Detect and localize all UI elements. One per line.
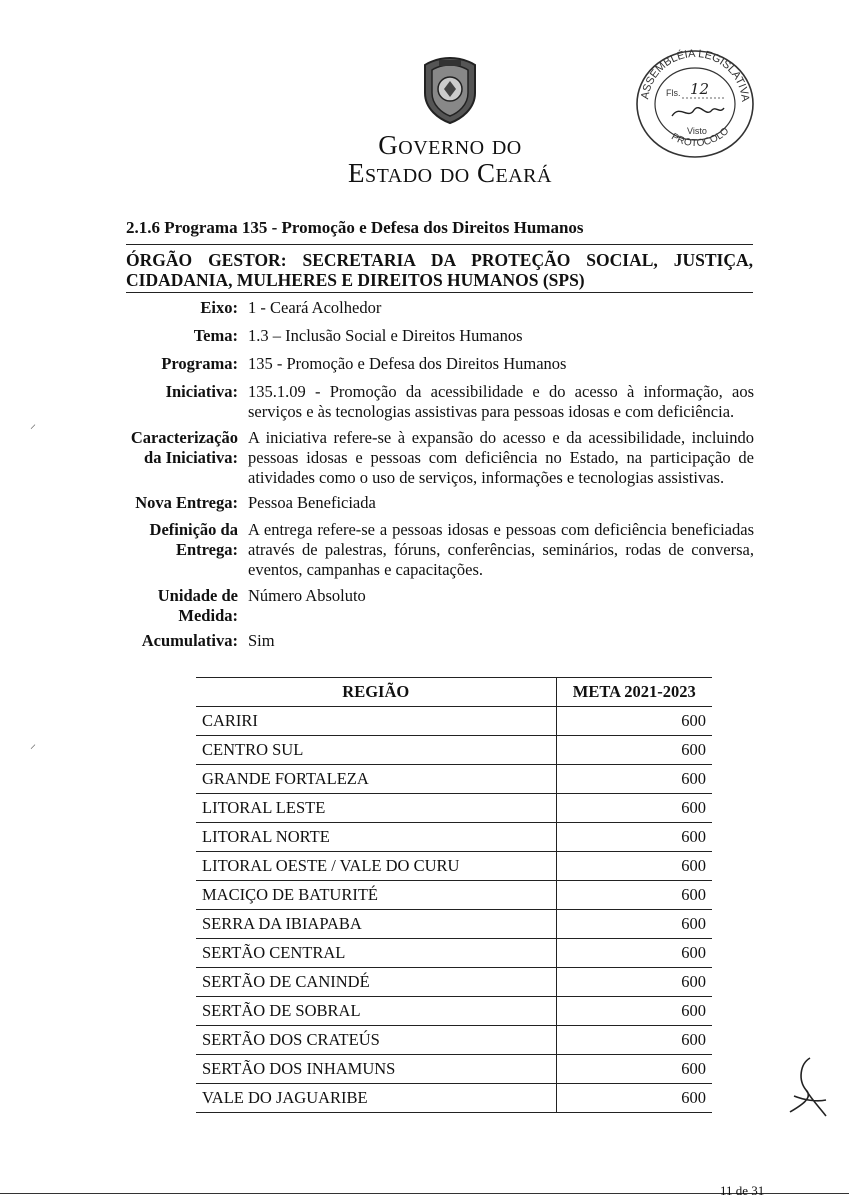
divider [126, 244, 753, 245]
column-header-region: REGIÃO [196, 678, 556, 707]
goal-cell: 600 [556, 736, 712, 765]
goal-cell: 600 [556, 968, 712, 997]
region-goals-table [196, 677, 712, 1113]
scan-mark: ⸍ [30, 742, 37, 756]
table-row [196, 881, 712, 910]
field-label: Caracterização da Iniciativa: [130, 428, 238, 467]
column-header-goal: META 2021-2023 [556, 678, 712, 707]
table-row [196, 823, 712, 852]
table-row [196, 765, 712, 794]
field-label: Unidade de Medida: [157, 586, 238, 625]
government-title-line1: GOVERNO DO [378, 130, 522, 160]
region-cell: SERTÃO DE CANINDÉ [196, 968, 556, 997]
signature-icon [770, 1050, 840, 1130]
field-label: Definição da Entrega: [149, 520, 238, 559]
table-row [196, 1084, 712, 1113]
field-value: A entrega refere-se a pessoas idosas e pessoas com deficiência beneficiadas através de palestras, fóruns, conferências, seminários, rodas de conversa, eventos, campanhas e capacitações. [248, 520, 754, 579]
table-row [196, 997, 712, 1026]
goal-cell: 600 [556, 997, 712, 1026]
goal-cell: 600 [556, 852, 712, 881]
stamp-ring-text: ASSEMBLÉIA LEGISLATIVA [639, 47, 751, 102]
divider [126, 292, 753, 293]
region-cell: VALE DO JAGUARIBE [196, 1084, 556, 1113]
table-row [196, 707, 712, 736]
field-label: Eixo: [200, 298, 238, 317]
region-cell: SERTÃO CENTRAL [196, 939, 556, 968]
field-value: 1 - Ceará Acolhedor [248, 298, 382, 317]
field-value: 135 - Promoção e Defesa dos Direitos Humanos [248, 354, 567, 373]
program-title: 2.1.6 Programa 135 - Promoção e Defesa dos Direitos Humanos [126, 218, 584, 237]
field-label: Tema: [193, 326, 238, 345]
table-row [196, 968, 712, 997]
region-cell: LITORAL LESTE [196, 794, 556, 823]
table-row [196, 1026, 712, 1055]
state-crest-icon [415, 55, 485, 125]
field-label: Programa: [161, 354, 238, 373]
goal-cell: 600 [556, 1026, 712, 1055]
stamp-visto-label: Visto [687, 126, 707, 136]
region-cell: SERRA DA IBIAPABA [196, 910, 556, 939]
table-row [196, 939, 712, 968]
region-cell: GRANDE FORTALEZA [196, 765, 556, 794]
table-row [196, 852, 712, 881]
field-value: 1.3 – Inclusão Social e Direitos Humanos [248, 326, 523, 345]
goal-cell: 600 [556, 881, 712, 910]
region-cell: SERTÃO DE SOBRAL [196, 997, 556, 1026]
table-header-row [196, 678, 712, 707]
region-cell: SERTÃO DOS INHAMUNS [196, 1055, 556, 1084]
stamp-signature-icon [672, 108, 724, 116]
table-row [196, 1055, 712, 1084]
stamp-fls-value: 12 [690, 80, 710, 98]
field-value: A iniciativa refere-se à expansão do acesso e da acessibilidade, incluindo pessoas idosas e pessoas com deficiência no Estado, na participação de atividades como o uso de serviços, informações e tecnologias assistivas. [248, 428, 754, 487]
goal-cell: 600 [556, 765, 712, 794]
table-row [196, 910, 712, 939]
field-value: Pessoa Beneficiada [248, 493, 376, 512]
table-row [196, 794, 712, 823]
region-cell: MACIÇO DE BATURITÉ [196, 881, 556, 910]
protocol-stamp [632, 44, 758, 160]
scan-mark: ⸍ [30, 422, 37, 436]
field-value: Sim [248, 631, 275, 650]
field-label: Acumulativa: [141, 631, 238, 650]
field-value: 135.1.09 - Promoção da acessibilidade e do acesso à informação, aos serviços e às tecnologias assistivas para pessoas idosas e com deficiência. [248, 382, 754, 421]
goal-cell: 600 [556, 1055, 712, 1084]
stamp-fls-label: Fls. [666, 88, 681, 98]
goal-cell: 600 [556, 939, 712, 968]
government-title-line2: ESTADO DO CEARÁ [348, 158, 552, 188]
goal-cell: 600 [556, 794, 712, 823]
region-cell: SERTÃO DOS CRATEÚS [196, 1026, 556, 1055]
stamp-bottom-text: PROTOCOLO [669, 125, 732, 150]
goal-cell: 600 [556, 707, 712, 736]
page-number: 11 de 31 [720, 1183, 765, 1198]
region-cell: CARIRI [196, 707, 556, 736]
field-label: Iniciativa: [165, 382, 238, 401]
region-cell: LITORAL OESTE / VALE DO CURU [196, 852, 556, 881]
region-cell: LITORAL NORTE [196, 823, 556, 852]
managing-organ: ÓRGÃO GESTOR: SECRETARIA DA PROTEÇÃO SOCIAL, JUSTIÇA, CIDADANIA, MULHERES E DIREITOS HUMANOS (SPS) [126, 250, 753, 290]
field-label: Nova Entrega: [135, 493, 238, 512]
goal-cell: 600 [556, 823, 712, 852]
field-value: Número Absoluto [248, 586, 366, 605]
goal-cell: 600 [556, 1084, 712, 1113]
region-cell: CENTRO SUL [196, 736, 556, 765]
table-row [196, 736, 712, 765]
goal-cell: 600 [556, 910, 712, 939]
